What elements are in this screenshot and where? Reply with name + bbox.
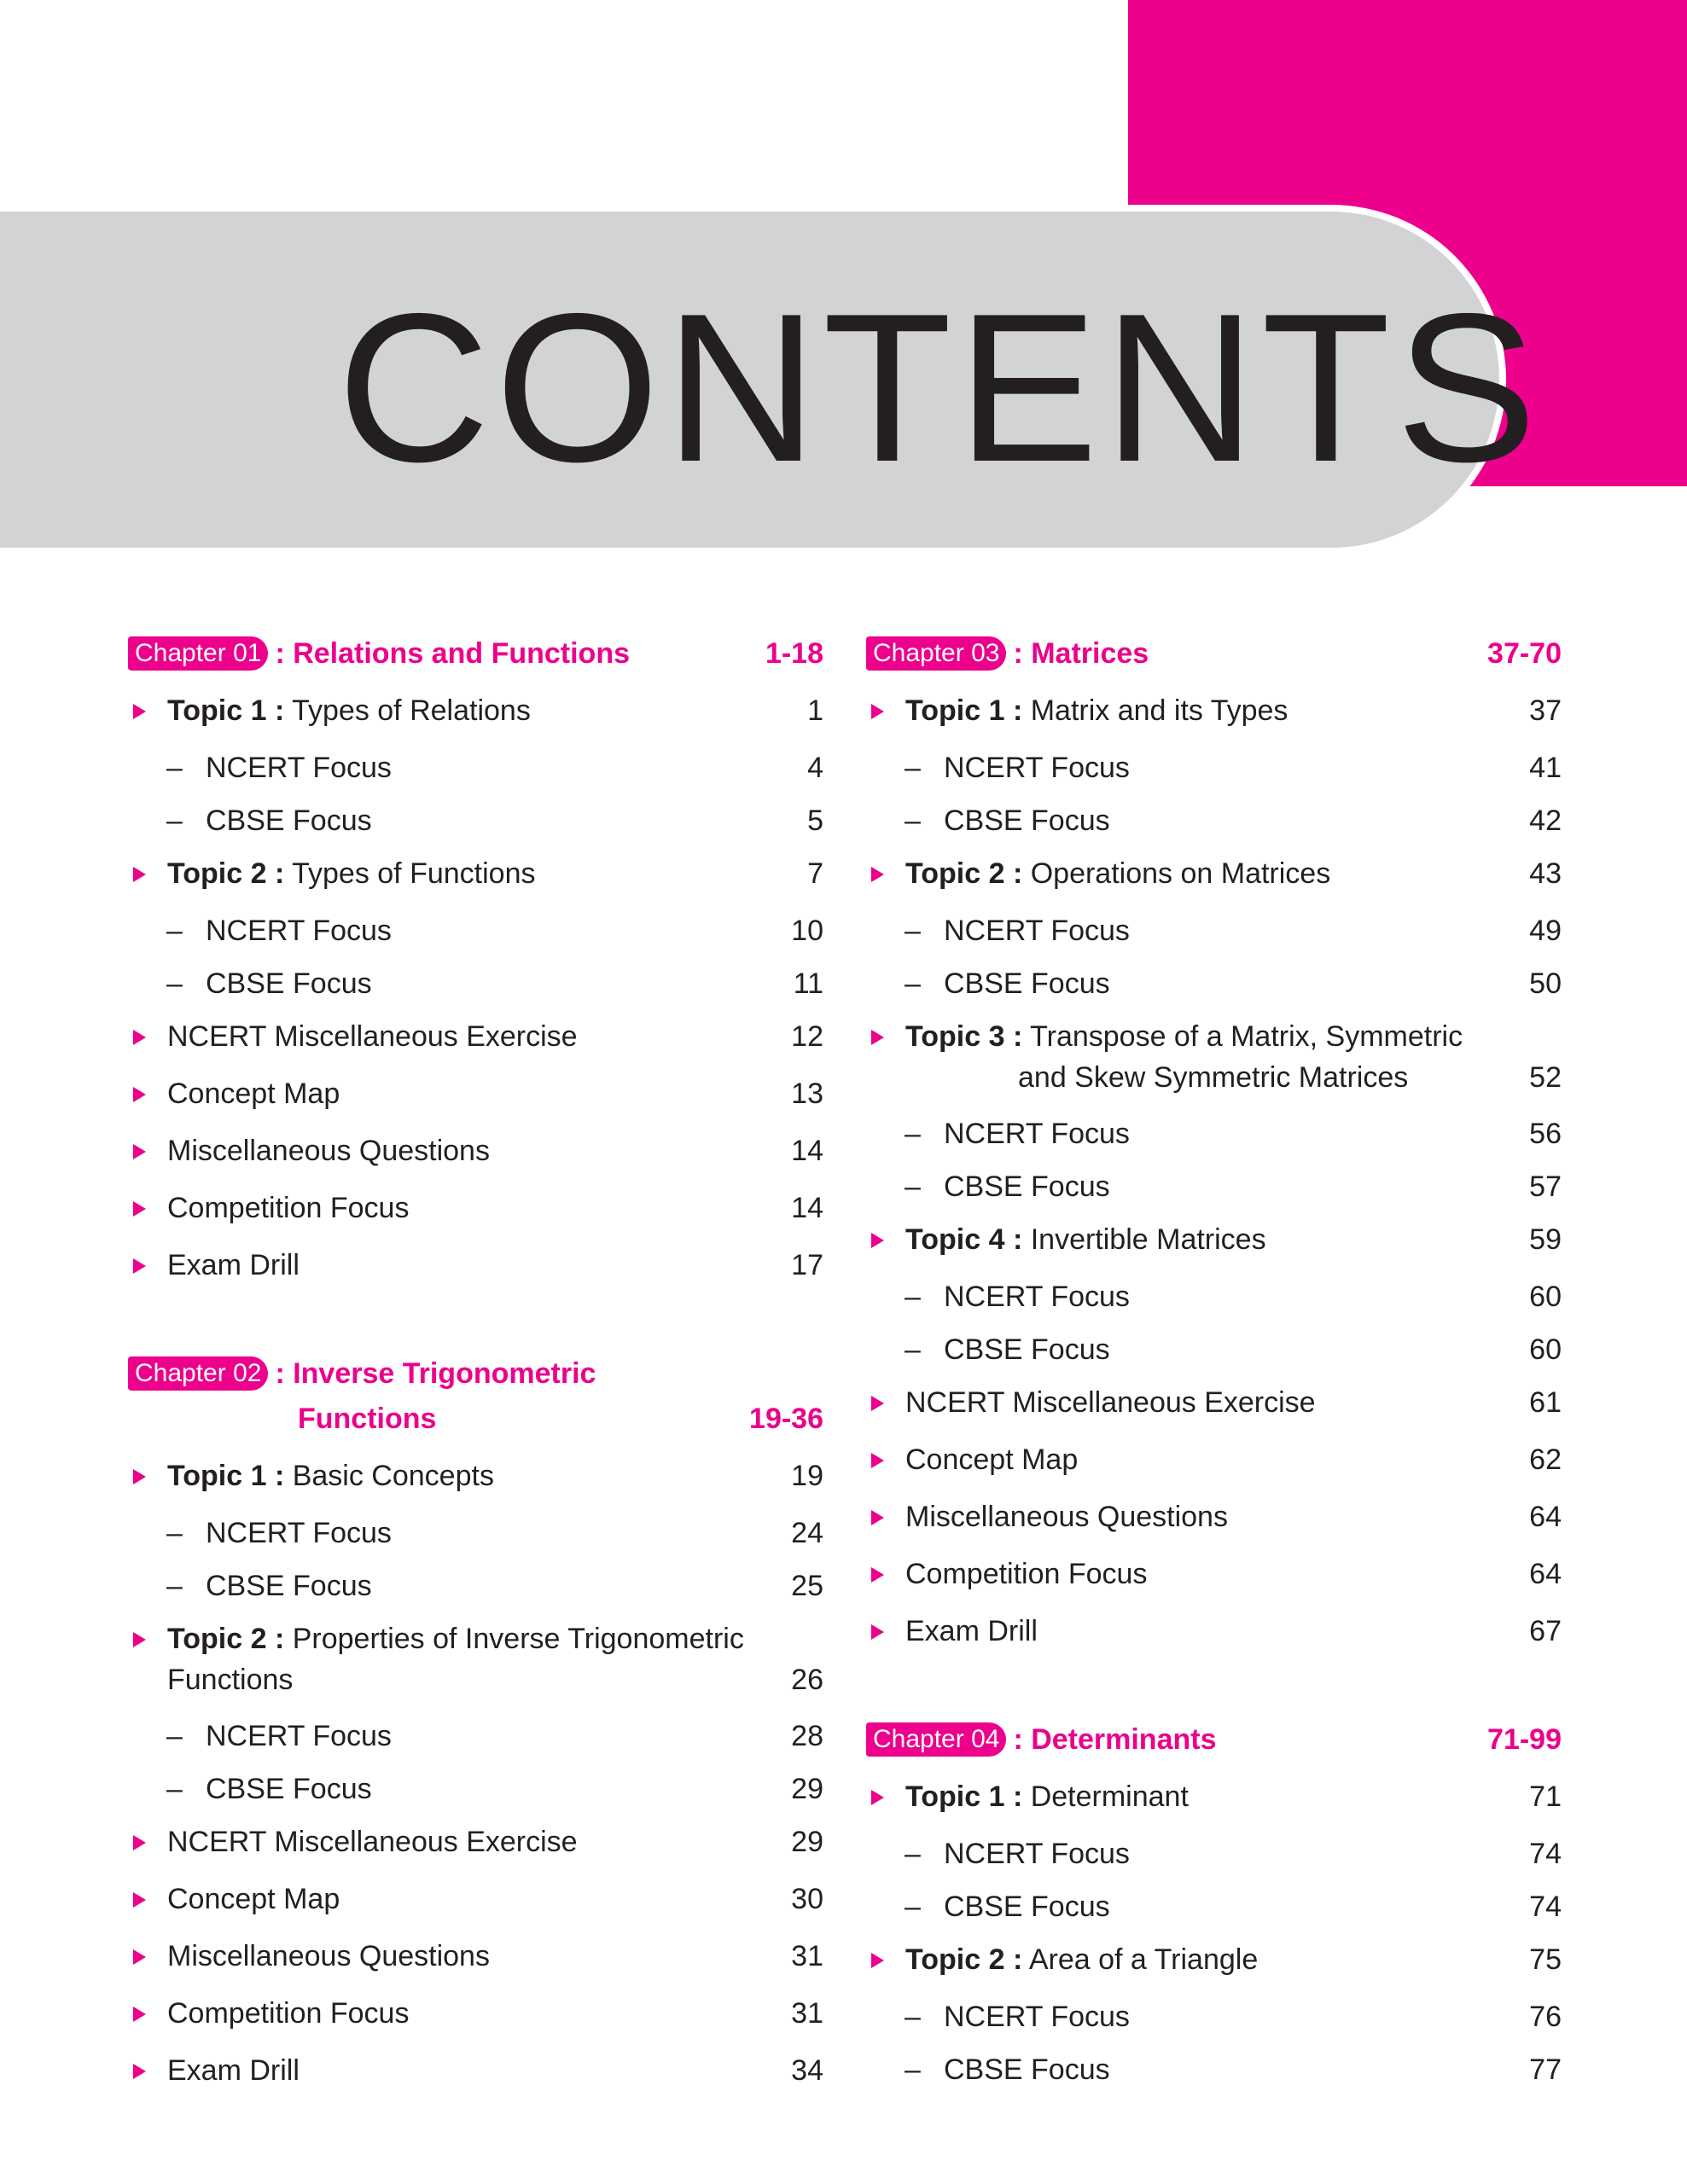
entry-label: CBSE Focus bbox=[206, 967, 372, 1000]
chapter-title: : Relations and Functions bbox=[275, 637, 631, 670]
entry-page: 75 bbox=[1529, 1943, 1562, 1976]
entry-label: NCERT Focus bbox=[944, 1838, 1130, 1870]
entry-page: 7 bbox=[807, 857, 823, 890]
entry-label: Area of a Triangle bbox=[1028, 1943, 1259, 1976]
entry-page: 10 bbox=[791, 915, 823, 947]
chapter-title: : Inverse Trigonometric bbox=[275, 1357, 596, 1390]
entry-page: 25 bbox=[791, 1570, 823, 1602]
topic-number: Topic 1 : bbox=[905, 1780, 1023, 1813]
entry-page: 29 bbox=[791, 1773, 823, 1805]
dash-marker: – bbox=[166, 752, 183, 784]
entry-label: CBSE Focus bbox=[206, 1773, 372, 1805]
entry-label-group bbox=[905, 1439, 1078, 1480]
entry-page: 50 bbox=[1529, 967, 1562, 1000]
entry-label: CBSE Focus bbox=[944, 2053, 1110, 2086]
entry-label: Basic Concepts bbox=[292, 1460, 494, 1492]
triangle-bullet-icon bbox=[871, 1030, 884, 1045]
entry-label-group bbox=[167, 1821, 578, 1862]
triangle-bullet-icon bbox=[871, 1567, 884, 1583]
dash-marker: – bbox=[166, 804, 183, 837]
entry-label: NCERT Focus bbox=[206, 752, 392, 784]
entry-page: 61 bbox=[1529, 1386, 1562, 1419]
entry-label: NCERT Focus bbox=[944, 2001, 1130, 2033]
entry-label: CBSE Focus bbox=[944, 1333, 1110, 1366]
entry-label-group bbox=[905, 690, 1288, 731]
entry-label: Types of Functions bbox=[292, 857, 536, 890]
entry-page: 26 bbox=[791, 1664, 823, 1696]
topic-number: Topic 3 : bbox=[905, 1020, 1023, 1053]
entry-page: 60 bbox=[1529, 1333, 1562, 1366]
chapter-badge: Chapter 01 bbox=[128, 636, 268, 671]
chapter-title: : Matrices bbox=[1013, 637, 1149, 670]
triangle-bullet-icon bbox=[133, 1469, 146, 1484]
entry-page: 59 bbox=[1529, 1223, 1562, 1256]
topic-number: Topic 2 : bbox=[905, 857, 1023, 890]
entry-label-group bbox=[167, 1879, 340, 1920]
chapter-page-range: 71-99 bbox=[1487, 1723, 1562, 1756]
chapter-page-range: 37-70 bbox=[1487, 637, 1562, 670]
topic-number: Topic 2 : bbox=[167, 857, 285, 890]
topic-number: Topic 1 : bbox=[167, 1460, 285, 1492]
chapter-title-line2: Functions bbox=[298, 1403, 437, 1435]
entry-label: Competition Focus bbox=[905, 1558, 1148, 1590]
entry-page: 24 bbox=[791, 1517, 823, 1549]
triangle-bullet-icon bbox=[133, 1030, 146, 1045]
entry-label-group bbox=[167, 1936, 490, 1977]
triangle-bullet-icon bbox=[133, 1258, 146, 1274]
dash-marker: – bbox=[905, 752, 921, 784]
entry-page: 34 bbox=[791, 2054, 823, 2087]
dash-marker: – bbox=[905, 804, 921, 837]
entry-page: 28 bbox=[791, 1720, 823, 1752]
entry-page: 64 bbox=[1529, 1558, 1562, 1590]
triangle-bullet-icon bbox=[133, 1835, 146, 1850]
dash-marker: – bbox=[905, 2053, 921, 2086]
entry-label: CBSE Focus bbox=[944, 804, 1110, 837]
entry-page: 64 bbox=[1529, 1501, 1562, 1533]
entry-page: 31 bbox=[791, 1997, 823, 2030]
entry-label: NCERT Miscellaneous Exercise bbox=[167, 1020, 578, 1053]
entry-label: Matrix and its Types bbox=[1030, 694, 1289, 727]
entry-page: 49 bbox=[1529, 915, 1562, 947]
entry-page: 74 bbox=[1529, 1838, 1562, 1870]
entry-page: 11 bbox=[793, 967, 823, 1000]
entry-page: 41 bbox=[1529, 752, 1562, 784]
dash-marker: – bbox=[905, 1838, 921, 1870]
entry-label-group bbox=[167, 1073, 340, 1114]
dash-marker: – bbox=[166, 1570, 183, 1602]
entry-label: Exam Drill bbox=[167, 2054, 300, 2087]
entry-label: Competition Focus bbox=[167, 1997, 410, 2030]
entry-label: NCERT Miscellaneous Exercise bbox=[905, 1386, 1316, 1419]
triangle-bullet-icon bbox=[133, 2064, 146, 2079]
dash-marker: – bbox=[905, 1281, 921, 1313]
entry-page: 4 bbox=[807, 752, 823, 784]
entry-label: Miscellaneous Questions bbox=[905, 1501, 1228, 1533]
entry-page: 13 bbox=[791, 1077, 823, 1110]
entry-label: CBSE Focus bbox=[944, 1170, 1110, 1203]
triangle-bullet-icon bbox=[133, 704, 146, 719]
entry-label: CBSE Focus bbox=[206, 1570, 372, 1602]
topic-number: Topic 1 : bbox=[167, 694, 285, 727]
entry-label: Exam Drill bbox=[167, 1249, 300, 1281]
entry-label: Invertible Matrices bbox=[1030, 1223, 1266, 1256]
dash-marker: – bbox=[905, 1118, 921, 1150]
entry-page: 29 bbox=[791, 1826, 823, 1858]
topic-number: Topic 4 : bbox=[905, 1223, 1023, 1256]
dash-marker: – bbox=[166, 1773, 183, 1805]
entry-label: NCERT Focus bbox=[944, 1118, 1130, 1150]
topic-number: Topic 2 : bbox=[167, 1623, 285, 1655]
entry-page: 62 bbox=[1529, 1443, 1562, 1476]
entry-label-group bbox=[167, 1130, 490, 1171]
entry-label: Properties of Inverse Trigonometric bbox=[292, 1623, 744, 1655]
triangle-bullet-icon bbox=[133, 867, 146, 882]
entry-label: Miscellaneous Questions bbox=[167, 1940, 490, 1972]
topic-number: Topic 1 : bbox=[905, 694, 1023, 727]
chapter-page-range: 1-18 bbox=[765, 637, 823, 670]
entry-label: CBSE Focus bbox=[944, 967, 1110, 1000]
triangle-bullet-icon bbox=[871, 1790, 884, 1805]
dash-marker: – bbox=[166, 967, 183, 1000]
entry-label-group bbox=[167, 1993, 409, 2034]
triangle-bullet-icon bbox=[871, 704, 884, 719]
triangle-bullet-icon bbox=[871, 867, 884, 882]
entry-label-group bbox=[905, 1382, 1316, 1423]
entry-page: 56 bbox=[1529, 1118, 1562, 1150]
entry-page: 14 bbox=[791, 1135, 823, 1167]
entry-label: Transpose of a Matrix, Symmetric bbox=[1030, 1020, 1463, 1053]
entry-label: NCERT Focus bbox=[206, 1517, 392, 1549]
dash-marker: – bbox=[905, 967, 921, 1000]
topic-number: Topic 2 : bbox=[905, 1943, 1023, 1976]
entry-label-group bbox=[905, 1939, 1258, 1980]
entry-page: 37 bbox=[1529, 694, 1562, 727]
triangle-bullet-icon bbox=[133, 1144, 146, 1159]
entry-label: Determinant bbox=[1030, 1780, 1189, 1813]
chapter-heading[interactable] bbox=[128, 1353, 823, 1435]
entry-label-group bbox=[167, 690, 531, 731]
chapter-badge: Chapter 03 bbox=[866, 636, 1006, 671]
dash-marker: – bbox=[166, 1720, 183, 1752]
entry-label: CBSE Focus bbox=[944, 1891, 1110, 1923]
dash-marker: – bbox=[905, 1891, 921, 1923]
entry-page: 42 bbox=[1529, 804, 1562, 837]
dash-marker: – bbox=[905, 915, 921, 947]
chapter-heading[interactable] bbox=[866, 633, 1562, 674]
entry-label: Types of Relations bbox=[292, 694, 531, 727]
entry-label-group bbox=[167, 1188, 409, 1228]
entry-page: 12 bbox=[791, 1020, 823, 1053]
chapter-badge: Chapter 02 bbox=[128, 1356, 268, 1391]
entry-label: NCERT Focus bbox=[206, 1720, 392, 1752]
entry-label-group bbox=[905, 1496, 1228, 1537]
dash-marker: – bbox=[905, 1333, 921, 1366]
entry-page: 17 bbox=[791, 1249, 823, 1281]
entry-label-line2: Functions bbox=[167, 1664, 294, 1696]
chapter-title: : Determinants bbox=[1013, 1723, 1217, 1756]
entry-label-group bbox=[905, 1016, 1463, 1057]
triangle-bullet-icon bbox=[133, 1632, 146, 1647]
entry-page: 77 bbox=[1529, 2053, 1562, 2086]
entry-label: NCERT Focus bbox=[944, 1281, 1130, 1313]
entry-page: 52 bbox=[1529, 1061, 1562, 1094]
entry-label: Competition Focus bbox=[167, 1192, 410, 1224]
chapter-page-range: 19-36 bbox=[749, 1403, 823, 1435]
triangle-bullet-icon bbox=[871, 1233, 884, 1248]
entry-label: NCERT Focus bbox=[944, 915, 1130, 947]
entry-page: 30 bbox=[791, 1883, 823, 1915]
entry-label-line2: and Skew Symmetric Matrices bbox=[1018, 1061, 1409, 1094]
entry-label-group bbox=[905, 1611, 1038, 1652]
entry-page: 76 bbox=[1529, 2001, 1562, 2033]
entry-label: NCERT Miscellaneous Exercise bbox=[167, 1826, 578, 1858]
entry-page: 60 bbox=[1529, 1281, 1562, 1313]
entry-label-group bbox=[905, 1776, 1189, 1817]
triangle-bullet-icon bbox=[871, 1624, 884, 1640]
entry-label-group bbox=[167, 853, 535, 894]
entry-label: Concept Map bbox=[905, 1443, 1079, 1476]
chapter-heading[interactable] bbox=[866, 1719, 1562, 1760]
entry-page: 19 bbox=[791, 1460, 823, 1492]
dash-marker: – bbox=[166, 1517, 183, 1549]
entry-label-group bbox=[167, 1455, 494, 1496]
entry-label: NCERT Focus bbox=[206, 915, 392, 947]
triangle-bullet-icon bbox=[133, 1087, 146, 1102]
entry-label-group bbox=[167, 1245, 300, 1286]
entry-label-group bbox=[167, 2050, 300, 2091]
entry-label: Operations on Matrices bbox=[1030, 857, 1331, 890]
entry-label: Miscellaneous Questions bbox=[167, 1135, 490, 1167]
dash-marker: – bbox=[905, 2001, 921, 2033]
entry-page: 57 bbox=[1529, 1170, 1562, 1203]
entry-label: Concept Map bbox=[167, 1883, 340, 1915]
triangle-bullet-icon bbox=[871, 1453, 884, 1468]
entry-page: 31 bbox=[791, 1940, 823, 1972]
page-title: CONTENTS bbox=[337, 269, 1542, 506]
triangle-bullet-icon bbox=[133, 1892, 146, 1908]
triangle-bullet-icon bbox=[871, 1396, 884, 1411]
dash-marker: – bbox=[905, 1170, 921, 1203]
dash-marker: – bbox=[166, 915, 183, 947]
entry-label: Exam Drill bbox=[905, 1615, 1038, 1647]
entry-page: 43 bbox=[1529, 857, 1562, 890]
entry-page: 74 bbox=[1529, 1891, 1562, 1923]
chapter-heading[interactable] bbox=[128, 633, 823, 674]
entry-page: 71 bbox=[1529, 1780, 1562, 1813]
entry-label: Concept Map bbox=[167, 1077, 340, 1110]
entry-label-group bbox=[905, 853, 1330, 894]
entry-page: 14 bbox=[791, 1192, 823, 1224]
triangle-bullet-icon bbox=[871, 1953, 884, 1968]
entry-label-group bbox=[167, 1618, 744, 1659]
entry-page: 1 bbox=[807, 694, 823, 727]
entry-label-group bbox=[905, 1554, 1147, 1594]
triangle-bullet-icon bbox=[133, 2007, 146, 2022]
chapter-badge: Chapter 04 bbox=[866, 1722, 1006, 1757]
entry-label-group bbox=[905, 1219, 1266, 1260]
triangle-bullet-icon bbox=[871, 1510, 884, 1525]
triangle-bullet-icon bbox=[133, 1949, 146, 1965]
entry-page: 5 bbox=[807, 804, 823, 837]
triangle-bullet-icon bbox=[133, 1201, 146, 1217]
entry-label: CBSE Focus bbox=[206, 804, 372, 837]
entry-label: NCERT Focus bbox=[944, 752, 1130, 784]
entry-label-group bbox=[167, 1016, 578, 1057]
entry-page: 67 bbox=[1529, 1615, 1562, 1647]
